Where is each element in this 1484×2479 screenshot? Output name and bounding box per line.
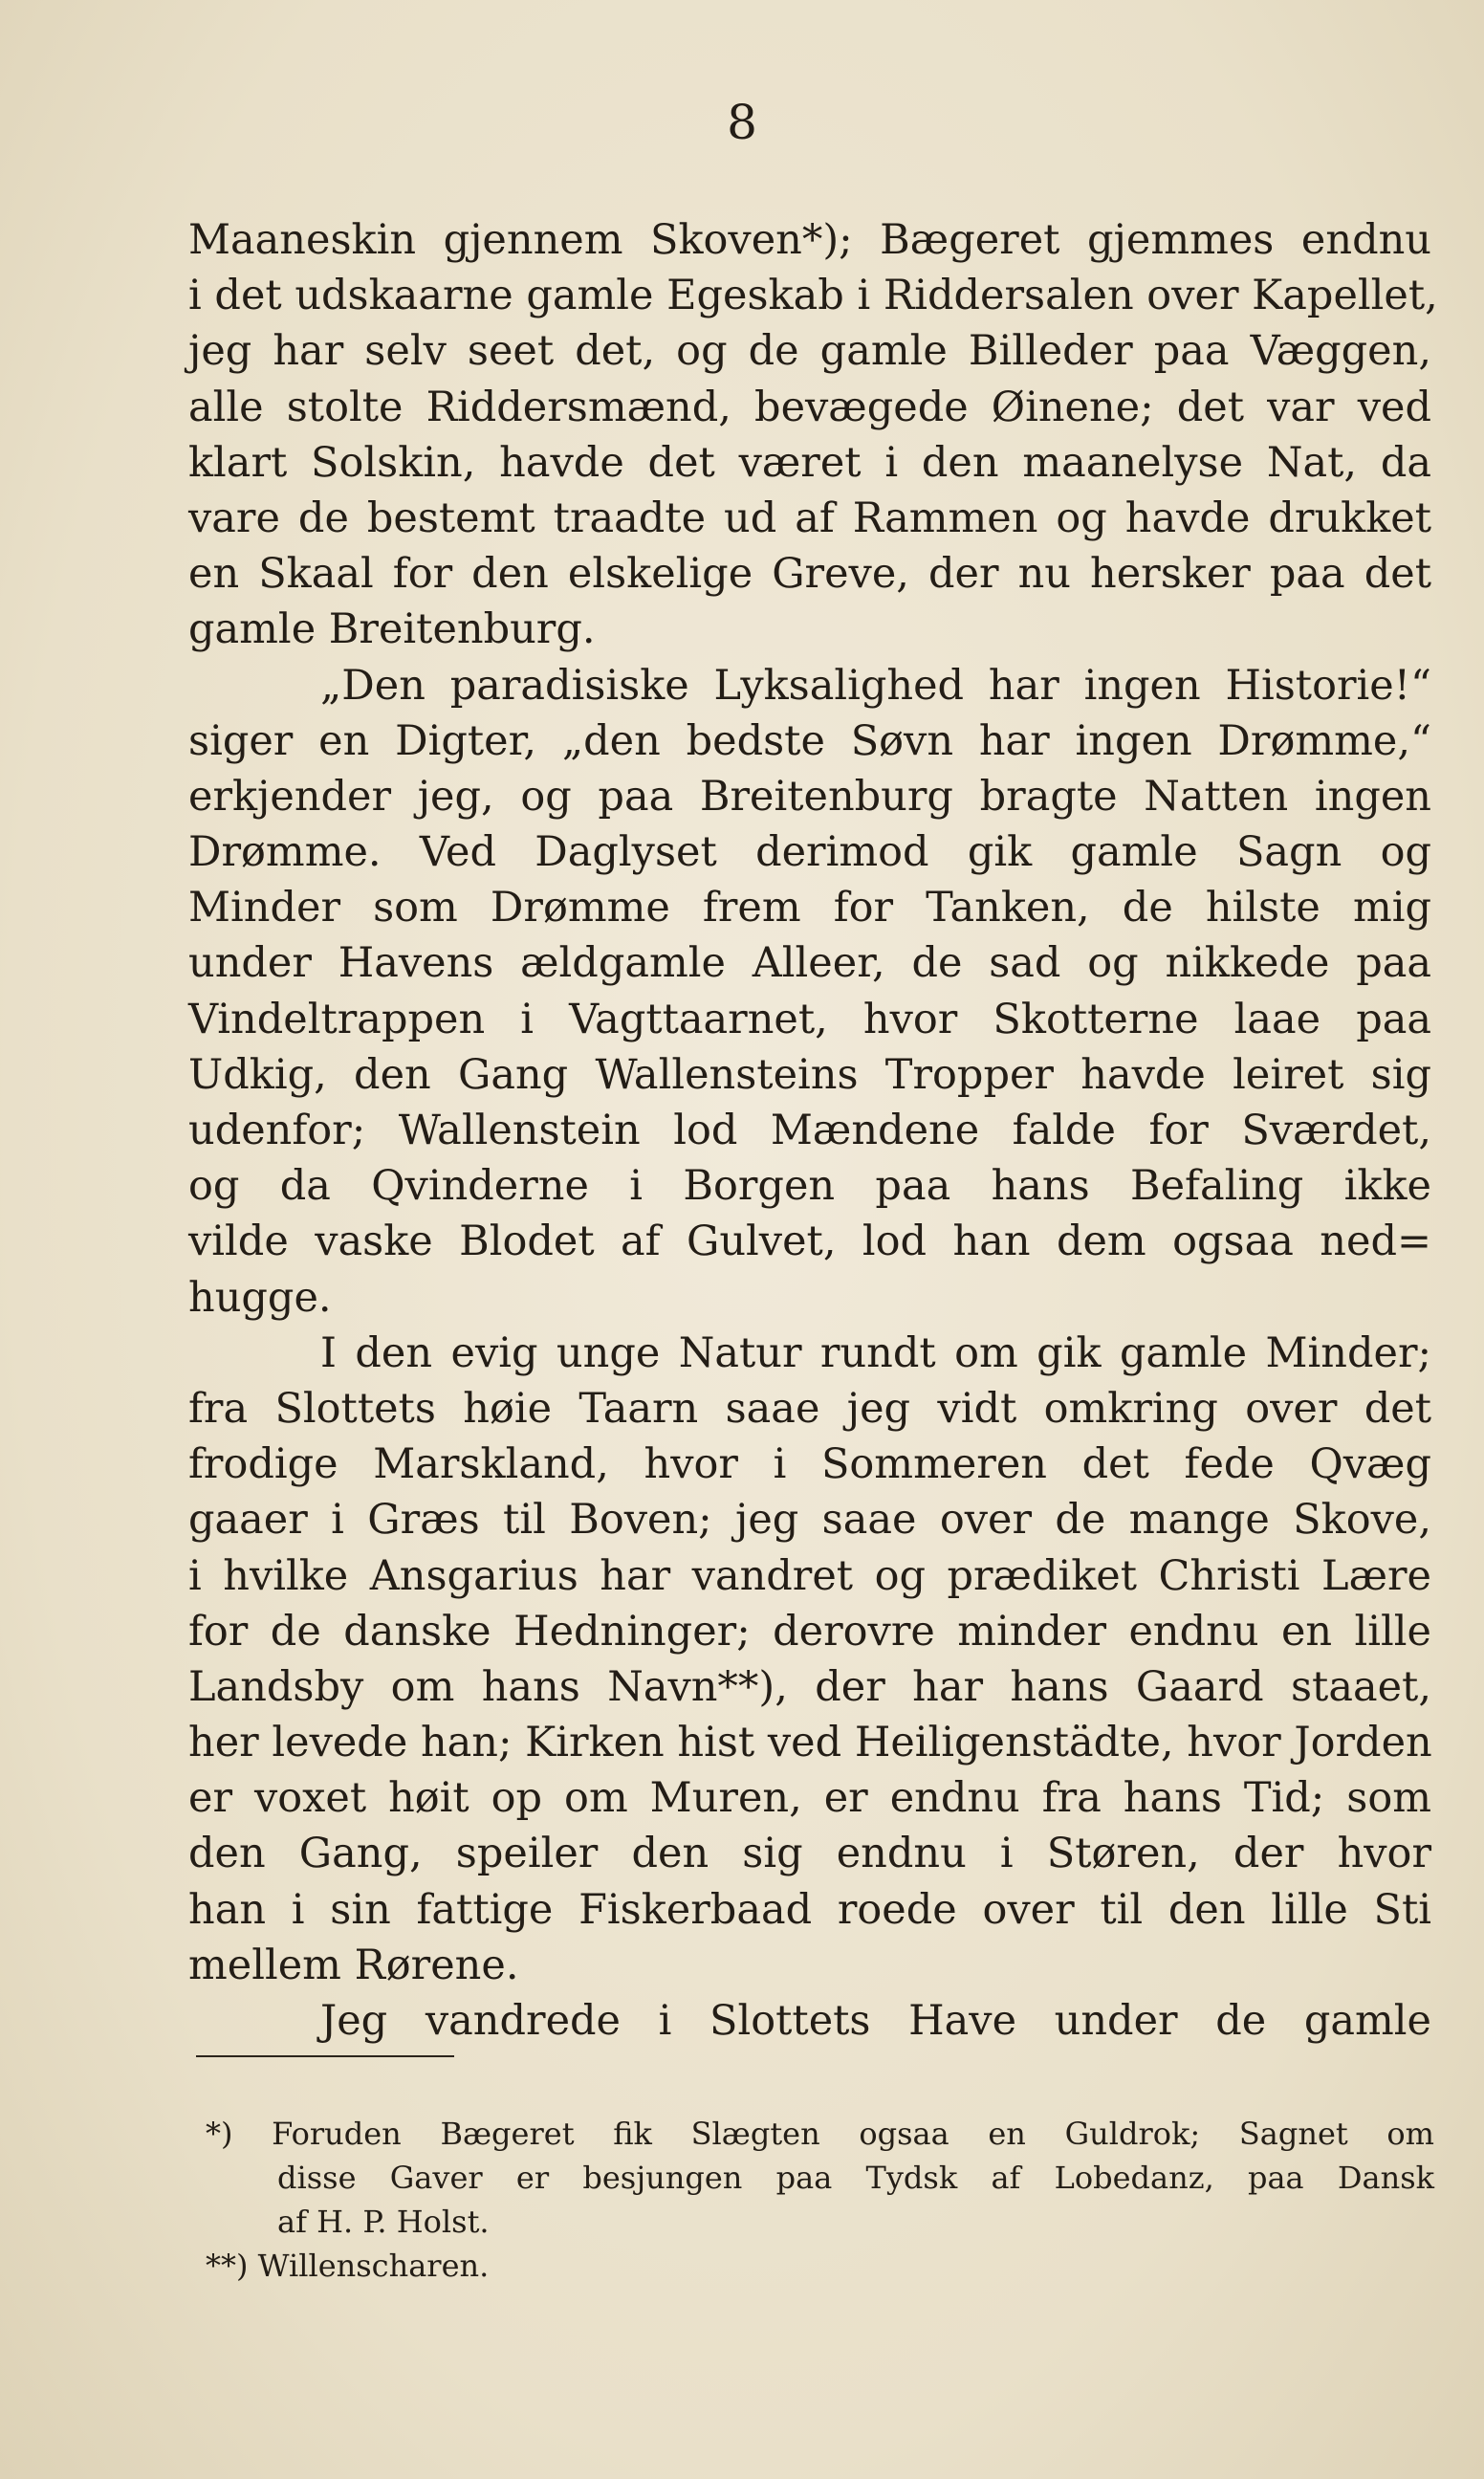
text-line: siger en Digter, „den bedste Søvn har ingen Drømme,“ [188,716,1431,765]
text-line: den Gang, speiler den sig endnu i Støren, der hvor [188,1830,1431,1878]
text-line: er voxet høit op om Muren, er endnu fra hans Tid; som [188,1774,1431,1823]
text-line: Udkig, den Gang Wallensteins Tropper havde leiret sig [188,1050,1431,1099]
text-line: i hvilke Ansgarius har vandret og prædiket Christi Lære [188,1551,1431,1600]
text-line: Landsby om hans Navn**), der har hans Gaard staaet, [188,1662,1431,1711]
page-number: 8 [727,95,757,150]
footnote-line: disse Gaver er besjungen paa Tydsk af Lobedanz, paa Dansk [277,2160,1434,2196]
text-line: alle stolte Riddersmænd, bevægede Øinene; det var ved [188,383,1431,431]
text-line: gamle Breitenburg. [188,605,596,654]
text-line: en Skaal for den elskelige Greve, der nu hersker paa det [188,550,1431,599]
text-line: vare de bestemt traadte ud af Rammen og havde drukket [188,494,1431,542]
text-line: Maaneskin gjennem Skoven*); Bægeret gjemmes endnu [188,216,1431,264]
text-line: Jeg vandrede i Slottets Have under de gamle [320,1997,1431,2045]
text-line: under Havens ældgamle Alleer, de sad og nikkede paa [188,939,1431,988]
text-line: frodige Marskland, hvor i Sommeren det fede Qvæg [188,1440,1431,1489]
footnote-line: af H. P. Holst. [277,2204,490,2240]
footnotes [206,2112,1434,2288]
text-line: udenfor; Wallenstein lod Mændene falde for Sværdet, [188,1107,1431,1154]
text-line: vilde vaske Blodet af Gulvet, lod han dem ogsaa ned= [188,1218,1431,1266]
body-text [188,212,1438,2049]
text-line: her levede han; Kirken hist ved Heiligenstädte, hvor Jorden [188,1719,1432,1767]
text-line: og da Qvinderne i Borgen paa hans Befaling ikke [188,1162,1431,1211]
text-line: klart Solskin, havde det været i den maanelyse Nat, da [188,438,1431,487]
text-line: fra Slottets høie Taarn saae jeg vidt omkring over det [188,1384,1431,1433]
text-line: mellem Rørene. [188,1941,519,1989]
text-line: for de danske Hedninger; derovre minder endnu en lille [188,1607,1431,1656]
text-line: „Den paradisiske Lyksalighed har ingen Historie!“ [320,661,1431,710]
text-line: erkjender jeg, og paa Breitenburg bragte Natten ingen [188,772,1431,821]
text-line: Minder som Drømme frem for Tanken, de hilste mig [188,884,1431,932]
footnote-line: **) Willenscharen. [206,2248,490,2284]
text-line: I den evig unge Natur rundt om gik gamle Minder; [320,1328,1431,1377]
text-line: jeg har selv seet det, og de gamle Billeder paa Væggen, [188,327,1431,376]
text-line: han i sin fattige Fiskerbaad roede over til den lille Sti [188,1885,1431,1934]
text-line: gaaer i Græs til Boven; jeg saae over de mange Skove, [188,1496,1431,1545]
text-line: Vindeltrappen i Vagttaarnet, hvor Skotterne laae paa [188,995,1431,1043]
footnote-line: *) Foruden Bægeret fik Slægten ogsaa en Guldrok; Sagnet om [206,2116,1434,2152]
text-line: hugge. [188,1273,332,1322]
text-line: i det udskaarne gamle Egeskab i Riddersalen over Kapellet, [188,272,1438,320]
text-line: Drømme. Ved Daglyset derimod gik gamle Sagn og [188,828,1431,877]
footnote-divider [196,2055,454,2057]
